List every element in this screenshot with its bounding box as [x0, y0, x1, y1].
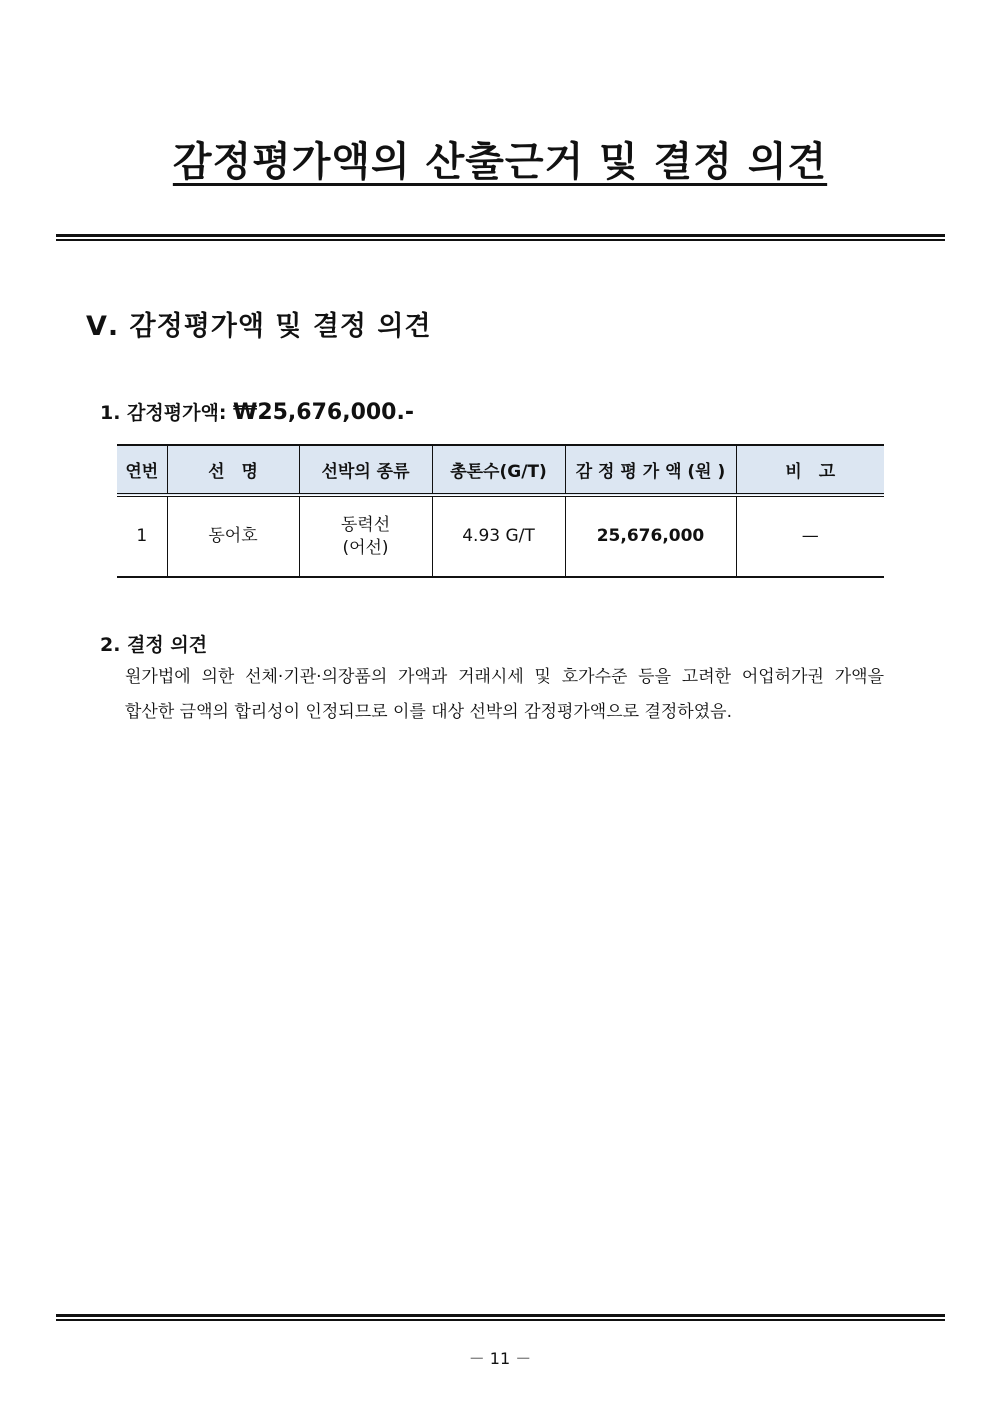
header-remarks: 비 고: [736, 445, 884, 495]
vessel-type-line2: (어선): [342, 537, 389, 558]
valuation-table: [117, 444, 884, 578]
cell-vessel-type: [299, 495, 432, 577]
section-heading: Ⅴ. 감정평가액 및 결정 의견: [86, 311, 432, 342]
bottom-divider: [56, 1314, 945, 1321]
vessel-type-line1: 동력선: [340, 514, 391, 535]
cell-serial-no: 1: [117, 495, 167, 577]
appraisal-amount-value: ₩25,676,000.-: [233, 400, 414, 425]
top-divider: [56, 234, 945, 241]
cell-appraised-value: 25,676,000: [565, 495, 736, 577]
page-title: [0, 130, 1000, 187]
header-appraised-value: 감 정 평 가 액 (원 ): [565, 445, 736, 495]
appraisal-amount-label: 1. 감정평가액:: [100, 402, 234, 424]
table-row: [117, 495, 884, 577]
decision-opinion-heading: 2. 결정 의견: [100, 634, 208, 656]
table-header-row: [117, 445, 884, 495]
header-gross-tonnage: 총톤수(G/T): [432, 445, 565, 495]
decision-opinion-text: 원가법에 의한 선체·기관·의장품의 가액과 거래시세 및 호가수준 등을 고려한 어업허가권 가액을 합산한 금액의 합리성이 인정되므로 이를 대상 선박의 감정평가액으로 결정하였음.: [125, 667, 884, 722]
header-serial-no: 연번: [117, 445, 167, 495]
header-vessel-name: 선 명: [167, 445, 299, 495]
page-title-text: 감정평가액의 산출근거 및 결정 의견: [172, 139, 828, 185]
cell-vessel-name: 동어호: [167, 495, 299, 577]
cell-gross-tonnage: 4.93 G/T: [432, 495, 565, 577]
cell-remarks: —: [736, 495, 884, 577]
header-vessel-type: 선박의 종류: [299, 445, 432, 495]
page-number: － 11 －: [468, 1349, 532, 1368]
appraisal-amount-heading: [100, 398, 414, 425]
